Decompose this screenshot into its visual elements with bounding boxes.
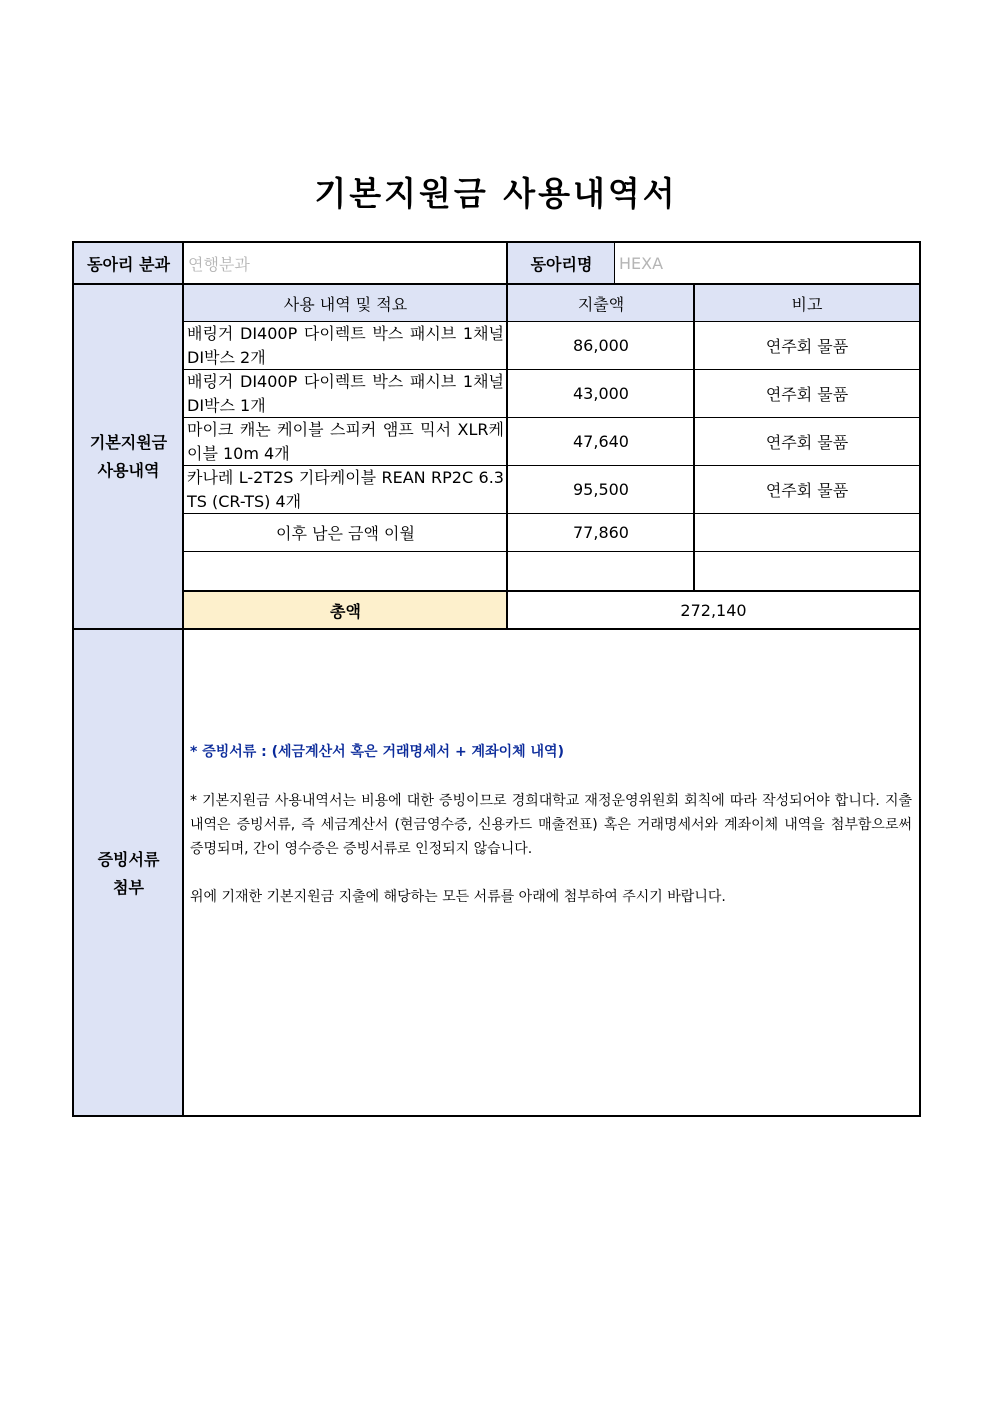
row-amount: 86,000 — [573, 336, 629, 355]
column-header-note: 비고 — [791, 294, 823, 314]
club-name-value: HEXA — [619, 253, 664, 273]
row-amount: 43,000 — [573, 384, 629, 403]
row-description: 이후 남은 금액 이월 — [276, 524, 415, 543]
total-label: 총액 — [330, 601, 361, 621]
row-description — [184, 552, 507, 590]
club-category-value: 연행분과 — [188, 254, 250, 274]
total-value: 272,140 — [680, 600, 747, 620]
row-description: 카나레 L-2T2S 기타케이블 REAN RP2C 6.3 TS (CR-TS) 4개 — [187, 467, 504, 511]
page-title: 기본지원금 사용내역서 — [314, 174, 678, 213]
row-description: 배링거 DI400P 다이렉트 박스 패시브 1채널 DI박스 1개 — [187, 371, 504, 415]
row-note — [695, 514, 919, 551]
row-description: 배링거 DI400P 다이렉트 박스 패시브 1채널 DI박스 2개 — [187, 323, 504, 367]
row-note: 연주회 물품 — [765, 337, 849, 356]
attachments-section-label: 증빙서류 첨부 — [97, 849, 160, 897]
column-header-amount: 지출액 — [577, 294, 625, 314]
club-category-label: 동아리 분과 — [87, 254, 170, 274]
row-note: 연주회 물품 — [765, 481, 849, 500]
documents-note: * 증빙서류 : (세금계산서 혹은 거래명세서 + 계좌이체 내역) — [190, 744, 564, 760]
column-header-description: 사용 내역 및 적요 — [283, 294, 408, 314]
row-description: 마이크 캐논 케이블 스피커 앰프 믹서 XLR케이블 10m 4개 — [187, 419, 504, 463]
request-note: 위에 기재한 기본지원금 지출에 해당하는 모든 서류를 아래에 첨부하여 주시기 바랍니다. — [190, 889, 726, 905]
usage-section-label: 기본지원금 사용내역 — [89, 432, 168, 480]
row-amount — [508, 552, 694, 590]
row-note — [695, 552, 919, 590]
policy-note: * 기본지원금 사용내역서는 비용에 대한 증빙이므로 경희대학교 재정운영위원회 회칙에 따라 작성되어야 합니다. 지출 내역은 증빙서류, 즉 세금계산서 (현금영수증, 신용카드 매출전표) 혹은 거래명세서와 계좌이체 내역을 첨부함으로써 증명되며, 간이 영수증은 증빙서류로 인정되지 않습니다. — [190, 793, 912, 857]
row-amount: 77,860 — [573, 523, 629, 542]
club-name-label: 동아리명 — [530, 254, 593, 274]
row-amount: 95,500 — [573, 480, 629, 499]
row-note: 연주회 물품 — [765, 385, 849, 404]
row-note: 연주회 물품 — [765, 433, 849, 452]
row-amount: 47,640 — [573, 432, 629, 451]
